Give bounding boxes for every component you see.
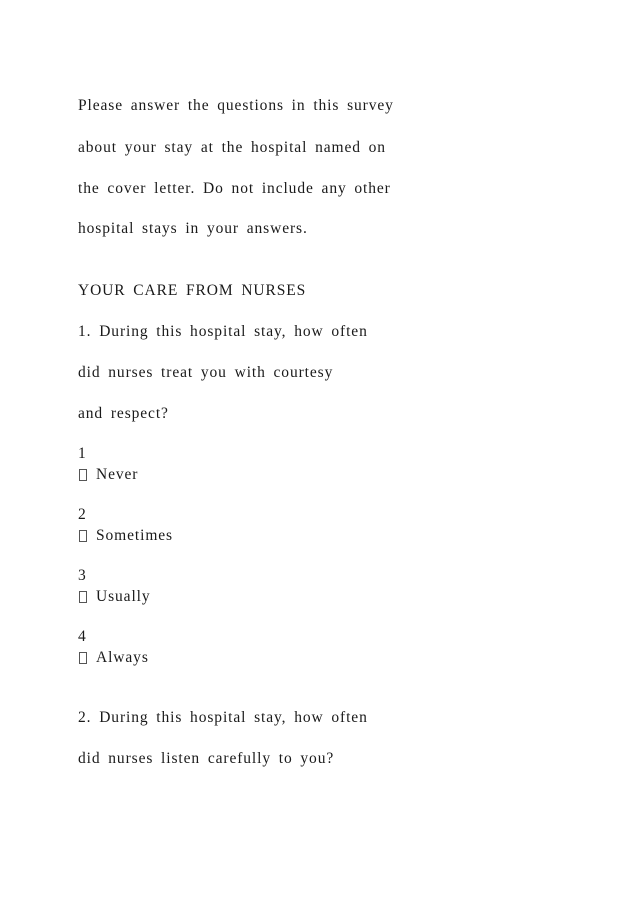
section-heading: YOUR CARE FROM NURSES — [78, 282, 307, 299]
checkbox-icon[interactable] — [79, 469, 87, 481]
intro-line-1: Please answer the questions in this survey — [78, 97, 394, 114]
question-2-line-1: 2. During this hospital stay, how often — [78, 709, 368, 726]
question-2-line-2: did nurses listen carefully to you? — [78, 750, 335, 767]
checkbox-icon[interactable] — [79, 591, 87, 603]
option-label: Sometimes — [96, 527, 173, 544]
answer-option-sometimes[interactable] — [78, 506, 173, 545]
intro-line-4: hospital stays in your answers. — [78, 220, 308, 237]
checkbox-icon[interactable] — [79, 530, 87, 542]
answer-option-never[interactable] — [78, 445, 138, 484]
answer-option-always[interactable] — [78, 628, 149, 667]
option-number: 1 — [78, 445, 87, 462]
option-number: 2 — [78, 506, 87, 523]
option-label: Always — [96, 649, 149, 666]
intro-line-2: about your stay at the hospital named on — [78, 139, 386, 156]
option-number: 4 — [78, 628, 87, 645]
intro-line-3: the cover letter. Do not include any other — [78, 180, 391, 197]
question-1-line-1: 1. During this hospital stay, how often — [78, 323, 368, 340]
option-label: Never — [96, 466, 139, 483]
answer-option-usually[interactable] — [78, 567, 151, 606]
question-1-line-3: and respect? — [78, 405, 169, 422]
question-1-line-2: did nurses treat you with courtesy — [78, 364, 334, 381]
option-number: 3 — [78, 567, 87, 584]
option-label: Usually — [96, 588, 151, 605]
checkbox-icon[interactable] — [79, 652, 87, 664]
